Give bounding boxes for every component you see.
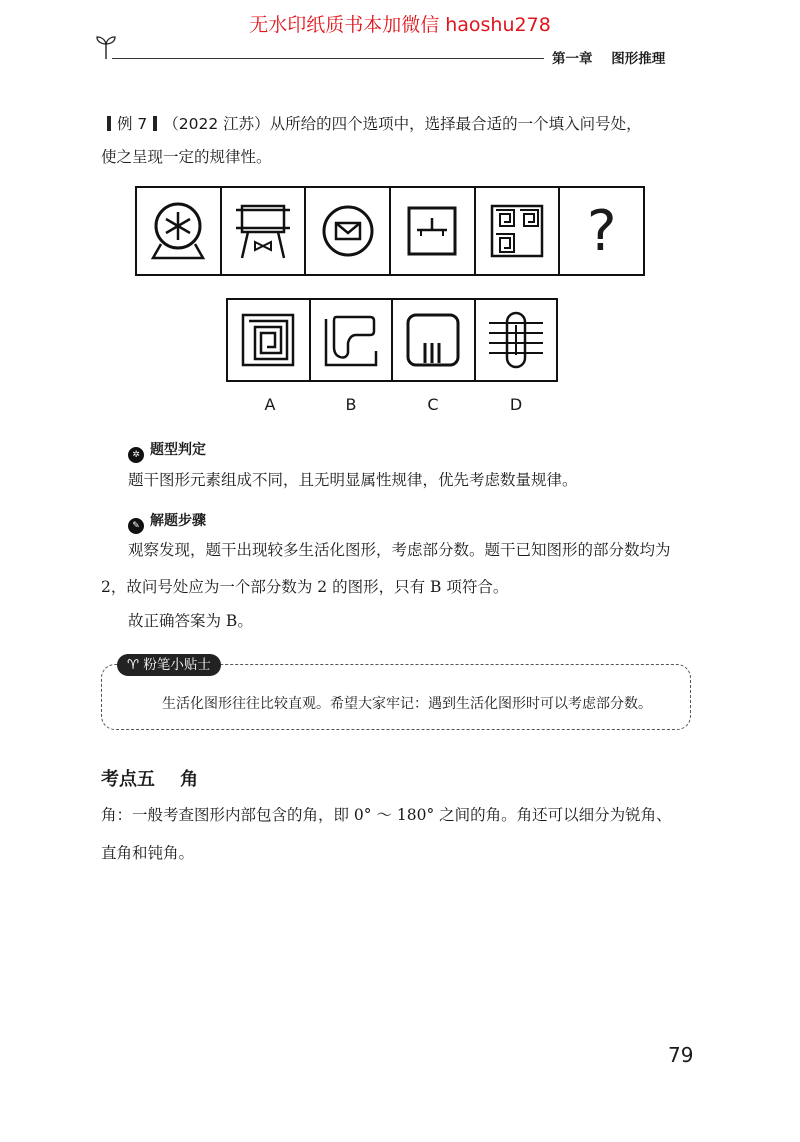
- section-title: 题型判定: [150, 442, 206, 458]
- section-text: 故正确答案为 B。: [128, 612, 253, 630]
- kaodian-text: 角：一般考查图形内部包含的角，即 0° ～ 180° 之间的角。角还可以细分为锐角、: [101, 806, 672, 824]
- option-label-b: B: [345, 395, 357, 414]
- header-rule: [112, 58, 544, 59]
- sprout-icon: ♈: [127, 657, 140, 673]
- pencil-icon: ✎: [128, 518, 144, 534]
- option-c-figure[interactable]: [393, 300, 476, 380]
- figure-3: [306, 188, 391, 274]
- spiral-square-icon: [235, 307, 301, 373]
- figure-6: [560, 188, 643, 274]
- section-text: 观察发现，题干出现较多生活化图形，考虑部分数。题干已知图形的部分数均为: [128, 541, 671, 559]
- section-title: 解题步骤: [150, 513, 206, 529]
- fan-figure-icon: [143, 196, 213, 266]
- example-heading: [101, 116, 642, 133]
- gear-icon: ✲: [128, 447, 144, 463]
- section-solution-steps: [128, 510, 206, 534]
- question-mark: ?: [586, 198, 617, 264]
- bar-right: [153, 116, 157, 131]
- option-b-figure[interactable]: [311, 300, 394, 380]
- page-number: 79: [668, 1043, 694, 1067]
- option-label-d: D: [509, 395, 523, 414]
- curved-shape-icon: [318, 307, 384, 373]
- tip-text: 生活化图形往往比较直观。希望大家牢记：遇到生活化图形时可以考虑部分数。: [162, 696, 652, 712]
- chapter-title: 第一章 图形推理: [552, 51, 666, 67]
- watermark: 无水印纸质书本加微信 haoshu278: [249, 14, 551, 36]
- figure-1: [137, 188, 222, 274]
- section-text: 2，故问号处应为一个部分数为 2 的图形，只有 B 项符合。: [101, 578, 509, 596]
- example-label: 例 7: [117, 115, 148, 133]
- sprout-icon: [95, 34, 117, 60]
- question-line-2: 使之呈现一定的规律性。: [101, 148, 272, 166]
- rounded-square-lines-icon: [400, 307, 466, 373]
- section-type-judgment: [128, 439, 206, 463]
- figure-5: [476, 188, 561, 274]
- bar-left: [107, 116, 111, 131]
- option-figure-row: [226, 298, 558, 382]
- envelope-circle-icon: [313, 196, 383, 266]
- tip-badge: [117, 654, 221, 676]
- table-figure-icon: [228, 196, 298, 266]
- maze-pattern-icon: [482, 196, 552, 266]
- figure-2: [222, 188, 307, 274]
- option-a-figure[interactable]: [228, 300, 311, 380]
- capsule-lines-icon: [483, 307, 549, 373]
- kaodian-text: 直角和钝角。: [101, 844, 195, 862]
- option-d-figure[interactable]: [476, 300, 557, 380]
- figure-4: [391, 188, 476, 274]
- question-line-1: （2022 江苏）从所给的四个选项中，选择最合适的一个填入问号处，: [163, 115, 642, 133]
- option-label-c: C: [427, 395, 439, 414]
- square-t-icon: [397, 196, 467, 266]
- option-label-a: A: [264, 395, 276, 414]
- section-text: 题干图形元素组成不同，且无明显属性规律，优先考虑数量规律。: [128, 471, 578, 489]
- tip-badge-label: 粉笔小贴士: [143, 657, 211, 673]
- kaodian-heading: 考点五 角: [101, 769, 199, 790]
- question-figure-row: [135, 186, 645, 276]
